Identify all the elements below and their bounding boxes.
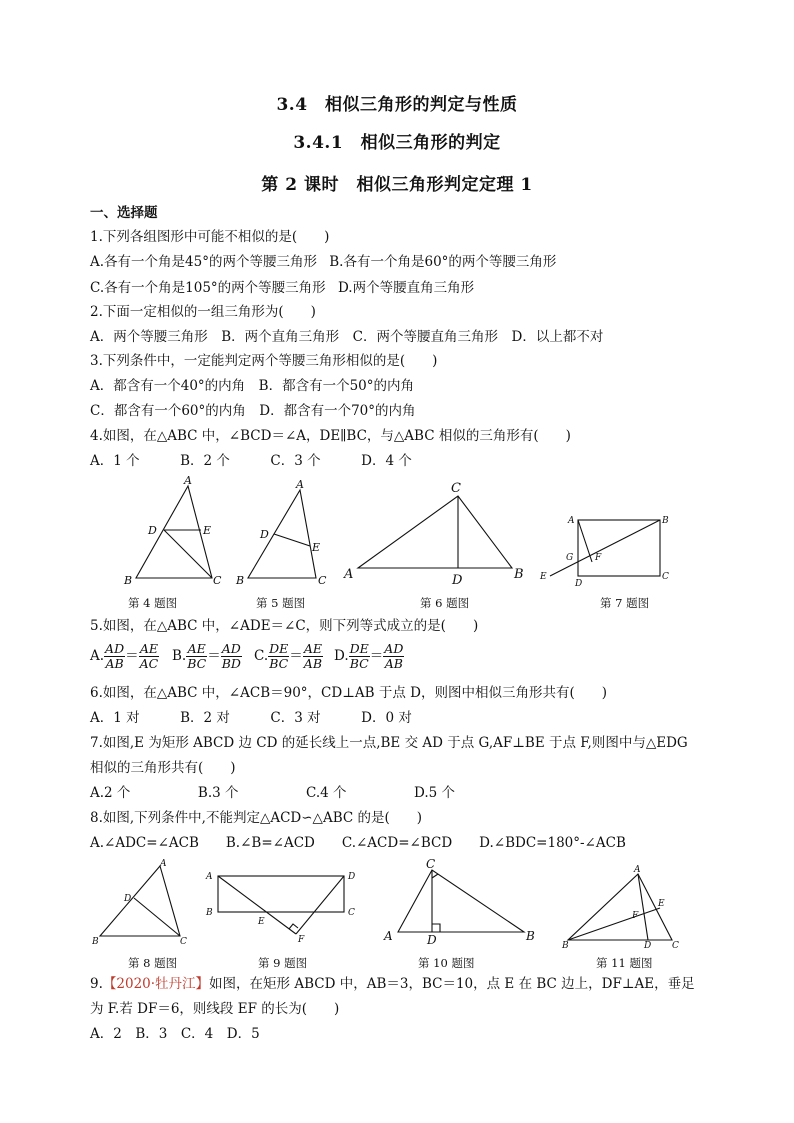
- q6-stem: 6.如图，在△ABC 中，∠ACB＝90°，CD⊥AB 于点 D，则图中相似三角形共有( ): [90, 685, 608, 701]
- svg-text:C: C: [318, 574, 327, 587]
- svg-text:A: A: [296, 478, 304, 491]
- q9-source-tag: 【2020·牡丹江】: [102, 976, 210, 992]
- svg-text:A: A: [160, 859, 167, 869]
- figure-11: [560, 862, 684, 950]
- svg-text:B: B: [92, 937, 99, 947]
- q8-stem: 8.如图,下列条件中,不能判定△ACD∽△ABC 的是( ): [90, 810, 423, 826]
- svg-text:C: C: [180, 937, 187, 947]
- svg-text:E: E: [258, 917, 265, 927]
- svg-text:A: A: [344, 567, 354, 582]
- q9-stem-line1: 9.【2020·牡丹江】如图，在矩形 ABCD 中，AB＝3，BC＝10，点 E 在 BC 边上，DF⊥AE，垂足: [90, 976, 695, 992]
- figure-10: [380, 856, 540, 948]
- figure-9-caption: 第 9 题图: [258, 956, 308, 970]
- q1-option-a: A.各有一个角是45°的两个等腰三角形: [90, 254, 317, 270]
- svg-text:D: D: [348, 872, 356, 882]
- q5-option-c: C. $\frac{DE}{BC}$ ＝ $\frac{AE}{AB}$: [254, 641, 323, 671]
- q7-stem-line2: 相似的三角形共有( ): [90, 760, 236, 776]
- q7-stem-line1: 7.如图,E 为矩形 ABCD 边 CD 的延长线上一点,BE 交 AD 于点 G,AF⊥BE 于点 F,则图中与△EDG: [90, 735, 688, 751]
- svg-text:E: E: [658, 899, 665, 909]
- svg-text:B: B: [236, 574, 245, 587]
- figure-7: [538, 510, 676, 588]
- q9-stem-line2: 为 F.若 DF＝6，则线段 EF 的长为( ): [90, 1001, 340, 1017]
- figure-5: [232, 476, 332, 590]
- svg-text:C: C: [662, 572, 669, 582]
- q2-options: A．两个等腰三角形 B．两个直角三角形 C．两个等腰直角三角形 D．以上都不对: [90, 329, 604, 345]
- svg-text:C: C: [426, 857, 436, 871]
- svg-text:D: D: [260, 528, 269, 541]
- svg-text:E: E: [312, 541, 321, 554]
- figure-6-caption: 第 6 题图: [420, 596, 470, 610]
- q5-option-d: D. $\frac{DE}{BC}$ ＝ $\frac{AD}{AB}$: [334, 641, 404, 671]
- q2-stem: 2.下面一定相似的一组三角形为( ): [90, 304, 316, 320]
- q4-options: A．1 个 B．2 个 C．3 个 D．4 个: [90, 453, 412, 469]
- svg-text:B: B: [526, 929, 535, 943]
- svg-text:F: F: [632, 911, 639, 921]
- section-heading: 一、选择题: [90, 205, 158, 221]
- svg-text:B: B: [562, 941, 569, 950]
- svg-text:D: D: [575, 579, 583, 588]
- q1-options-cd: [90, 279, 474, 297]
- q1-stem: 1.下列各组图形中可能不相似的是( ): [90, 229, 330, 245]
- svg-text:C: C: [451, 481, 461, 496]
- q1-option-c: C.各有一个角是105°的两个等腰三角形: [90, 280, 326, 296]
- svg-text:D: D: [427, 933, 437, 947]
- q8-options: A.∠ADC=∠ACB B.∠B=∠ACD C.∠ACD=∠BCD D.∠BDC=180°-∠ACB: [90, 835, 626, 851]
- q5-option-a: A. $\frac{AD}{AB}$ ＝ $\frac{AE}{AC}$: [90, 641, 159, 671]
- q5-stem: 5.如图，在△ABC 中，∠ADE＝∠C，则下列等式成立的是( ): [90, 618, 479, 634]
- q4-stem: 4.如图，在△ABC 中，∠BCD＝∠A，DE∥BC，与△ABC 相似的三角形有( ): [90, 428, 571, 444]
- figure-9: [200, 866, 364, 946]
- figure-8-caption: 第 8 题图: [128, 956, 178, 970]
- q1-option-b: B.各有一个角是60°的两个等腰三角形: [329, 254, 557, 270]
- svg-text:B: B: [206, 908, 213, 918]
- svg-text:B: B: [124, 574, 133, 587]
- subsection-title: 3.4.1 相似三角形的判定: [293, 133, 501, 153]
- svg-text:D: D: [452, 573, 463, 586]
- q7-options: A.2 个 B.3 个 C.4 个 D.5 个: [90, 785, 456, 801]
- svg-text:C: C: [672, 941, 679, 950]
- figure-11-caption: 第 11 题图: [596, 956, 653, 970]
- figure-5-caption: 第 5 题图: [256, 596, 306, 610]
- q3-stem: 3.下列条件中，一定能判定两个等腰三角形相似的是( ): [90, 353, 438, 369]
- svg-text:F: F: [298, 935, 305, 945]
- svg-text:F: F: [595, 553, 602, 563]
- svg-text:A: A: [206, 872, 213, 882]
- svg-text:D: D: [644, 941, 652, 950]
- q5-option-b: B. $\frac{AE}{BC}$ ＝ $\frac{AD}{BD}$: [172, 641, 241, 671]
- q9-options: A．2 B．3 C．4 D．5: [90, 1026, 260, 1042]
- lesson-title: 第 2 课时 相似三角形判定定理 1: [261, 175, 533, 195]
- q3-options-ab: A．都含有一个40°的内角 B．都含有一个50°的内角: [90, 378, 415, 394]
- q1-options-ab: [90, 253, 556, 271]
- svg-text:D: D: [148, 524, 157, 537]
- figure-7-caption: 第 7 题图: [600, 596, 650, 610]
- svg-text:B: B: [514, 567, 524, 582]
- q3-options-cd: C．都含有一个60°的内角 D．都含有一个70°的内角: [90, 403, 416, 419]
- svg-text:A: A: [184, 474, 192, 487]
- svg-text:C: C: [213, 574, 222, 587]
- svg-text:B: B: [662, 516, 669, 526]
- section-title: 3.4 相似三角形的判定与性质: [276, 95, 518, 115]
- svg-text:A: A: [568, 516, 575, 526]
- q6-options: A．1 对 B．2 对 C．3 对 D．0 对: [90, 710, 412, 726]
- figure-4-caption: 第 4 题图: [128, 596, 178, 610]
- figure-10-caption: 第 10 题图: [418, 956, 475, 970]
- figure-4: [118, 474, 230, 590]
- figure-8: [92, 858, 192, 950]
- figure-6: [340, 476, 530, 586]
- svg-text:A: A: [634, 865, 641, 875]
- svg-text:C: C: [348, 908, 355, 918]
- svg-text:E: E: [540, 572, 547, 582]
- svg-text:G: G: [566, 553, 574, 563]
- svg-text:E: E: [203, 524, 212, 537]
- q1-option-d: D.两个等腰直角三角形: [337, 280, 475, 296]
- svg-text:D: D: [124, 894, 132, 904]
- svg-text:A: A: [384, 929, 393, 943]
